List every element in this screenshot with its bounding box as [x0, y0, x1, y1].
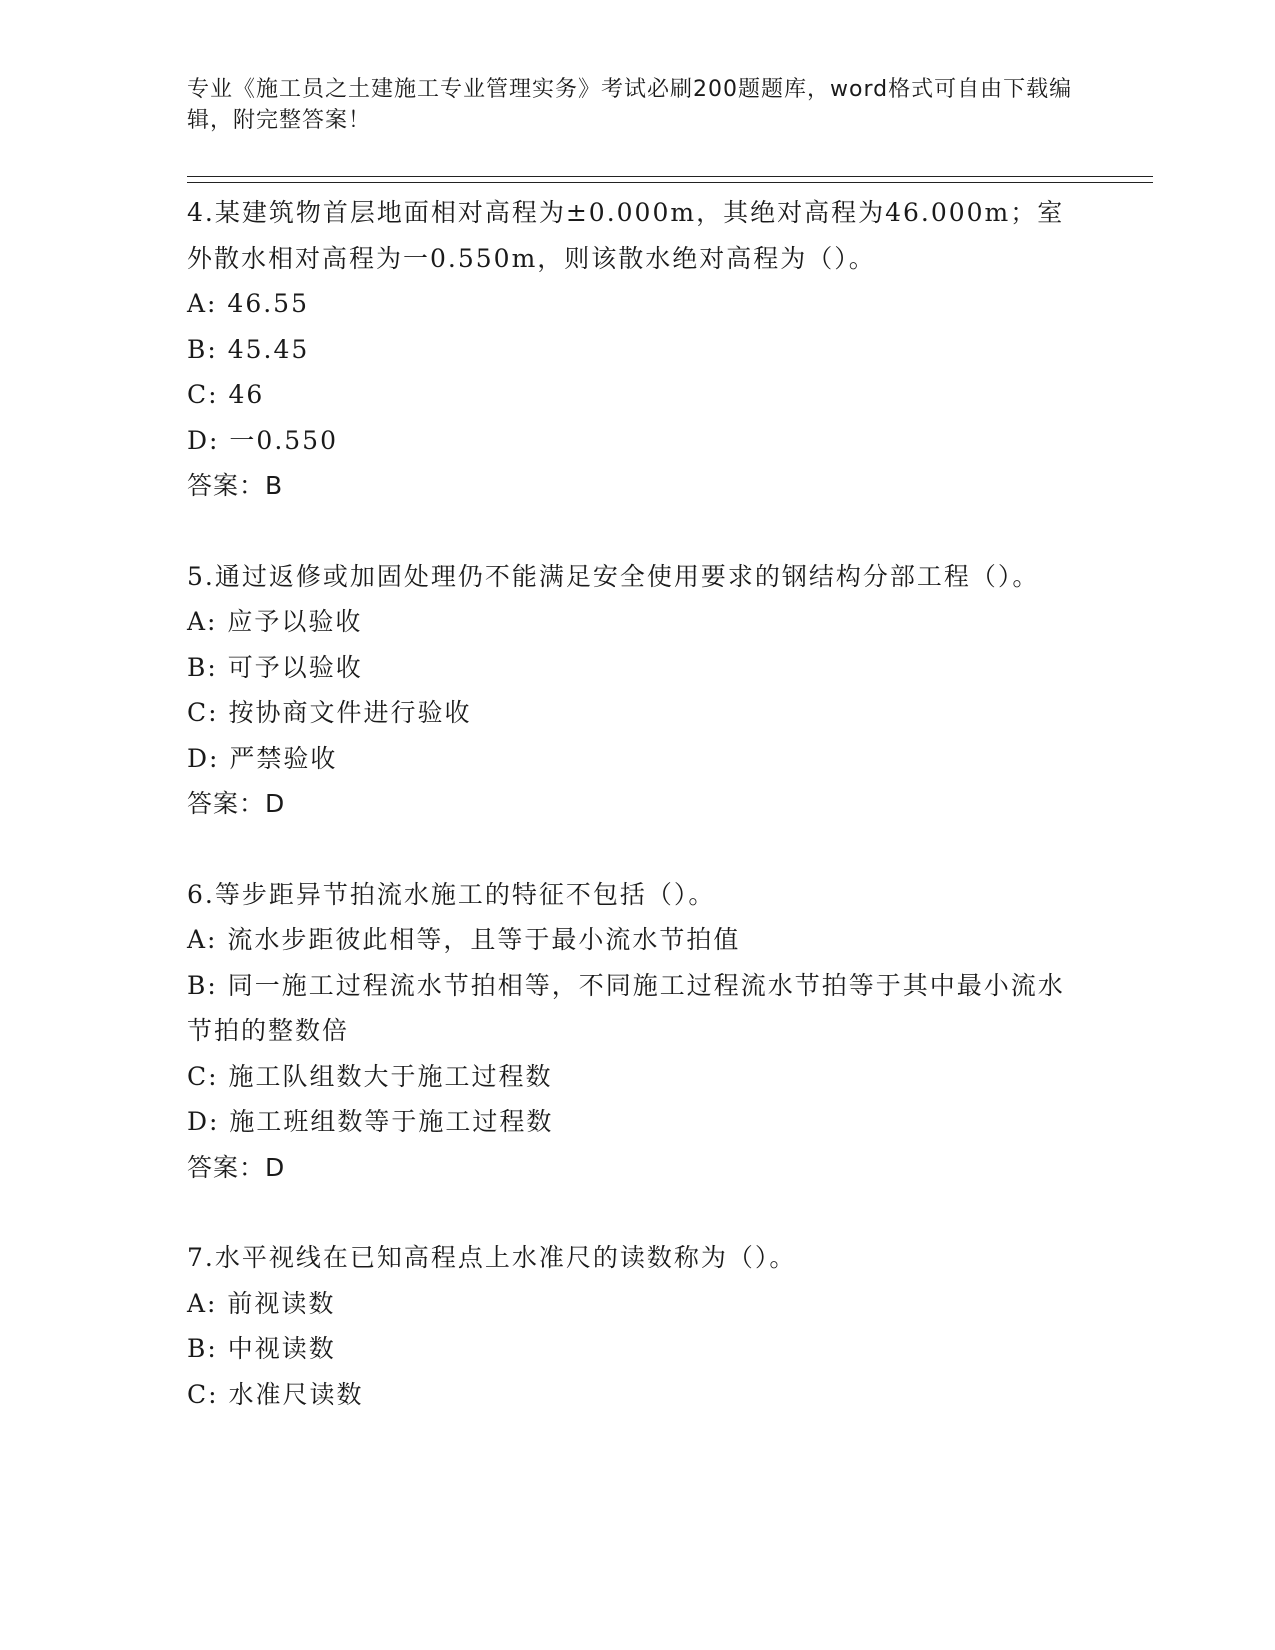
option-c: C: 46 [187, 380, 265, 409]
answer: 答案：D [187, 1152, 286, 1182]
question-text: 6.等步距异节拍流水施工的特征不包括（）。 [187, 879, 716, 909]
document-header: 专业《施工员之土建施工专业管理实务》考试必刷200题题库，word格式可自由下载编辑，附完整答案！ [187, 77, 1073, 133]
question-7 [187, 1235, 1087, 1417]
option-c: C: 水准尺读数 [187, 1379, 364, 1409]
option-d: D: 严禁验收 [187, 743, 338, 773]
option-b: B: 可予以验收 [187, 652, 363, 682]
option-c: C: 按协商文件进行验收 [187, 698, 472, 727]
question-text: 4.某建筑物首层地面相对高程为±0.000m，其绝对高程为46.000m；室外散水相对高程为一0.550m，则该散水绝对高程为（）。 [187, 198, 1065, 273]
option-a: A: 46.55 [187, 289, 309, 318]
question-6 [187, 872, 1087, 1191]
header-divider-top [187, 176, 1153, 177]
option-d: D: 一0.550 [187, 425, 338, 455]
question-text: 7.水平视线在已知高程点上水准尺的读数称为（）。 [187, 1243, 797, 1272]
answer: 答案：B [187, 471, 284, 500]
option-b: B: 同一施工过程流水节拍相等，不同施工过程流水节拍等于其中最小流水节拍的整数倍 [187, 970, 1065, 1045]
question-list [187, 190, 1087, 1417]
option-d: D: 施工班组数等于施工过程数 [187, 1107, 554, 1136]
question-text: 5.通过返修或加固处理仍不能满足安全使用要求的钢结构分部工程（）。 [187, 561, 1040, 591]
option-a: A: 流水步距彼此相等，且等于最小流水节拍值 [187, 925, 741, 954]
option-b: B: 中视读数 [187, 1334, 336, 1363]
question-4 [187, 190, 1087, 509]
option-c: C: 施工队组数大于施工过程数 [187, 1061, 553, 1091]
option-b: B: 45.45 [187, 334, 310, 364]
option-a: A: 应予以验收 [187, 607, 363, 636]
question-5 [187, 554, 1087, 827]
option-a: A: 前视读数 [187, 1288, 336, 1318]
header-divider-bottom [187, 182, 1153, 183]
answer: 答案：D [187, 789, 286, 818]
